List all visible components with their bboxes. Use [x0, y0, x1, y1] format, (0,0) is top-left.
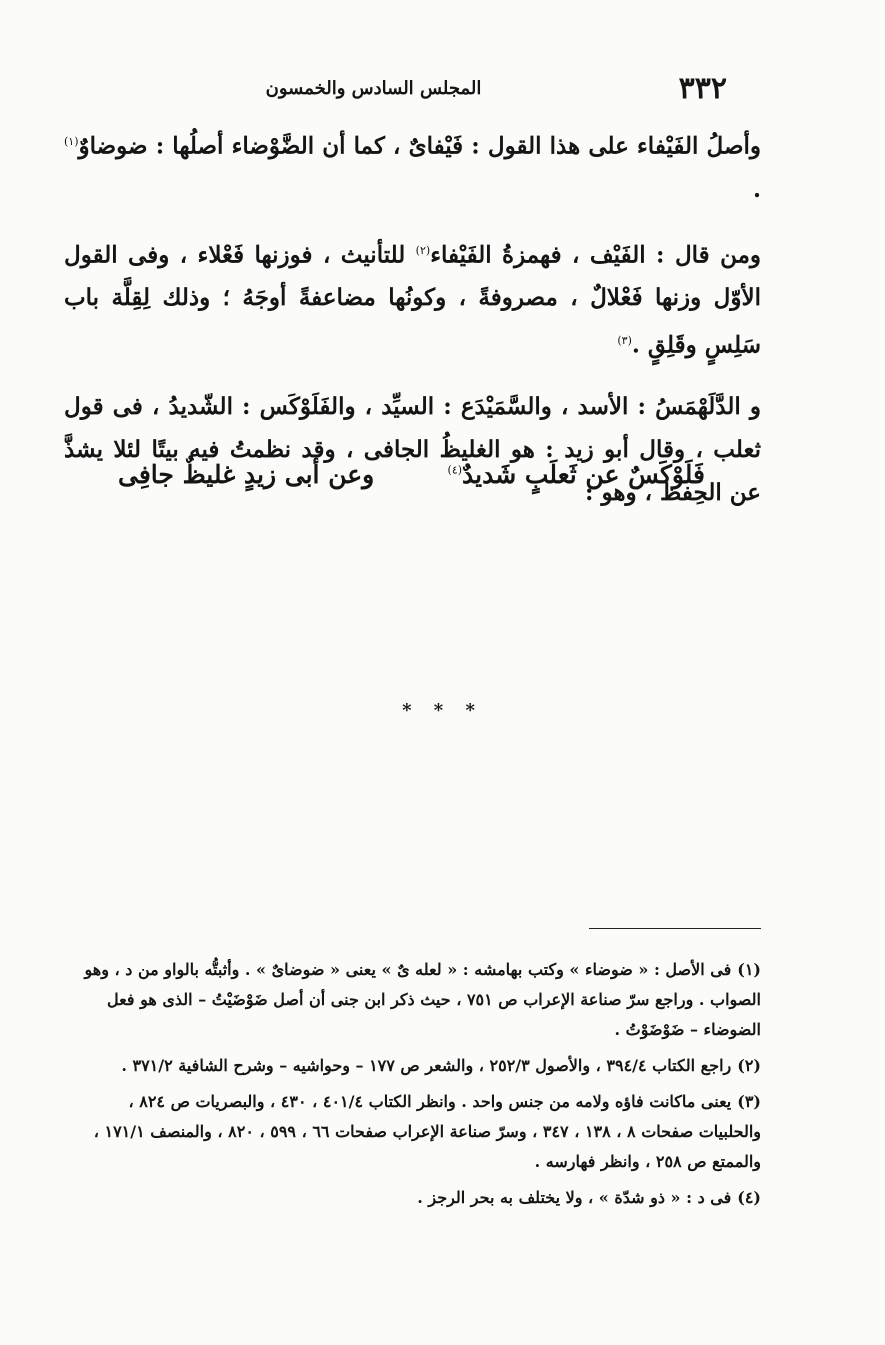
- footnote: [64, 1051, 761, 1081]
- paragraph: [64, 120, 761, 211]
- poem-verse: [118, 460, 705, 500]
- hemistich-text: فَلَوْكَسٌ عن ثَعلَبٍ شَديدٌ: [462, 460, 705, 489]
- footnote-reference: (٣): [617, 334, 632, 348]
- page-header: [90, 72, 727, 112]
- footnote-number: (٤): [737, 1188, 761, 1207]
- footnote-number: (٢): [737, 1056, 761, 1075]
- footnotes: [64, 955, 761, 1219]
- footnote-text: فى د : « ذو شدّة » ، ولا يختلف به بحر الرجز .: [417, 1188, 732, 1207]
- running-title: المجلس السادس والخمسون: [265, 78, 482, 99]
- footnote-text: يعنى ماكانت فاؤه ولامه من جنس واحد . وانظر الكتاب ٤٠١/٤ ، ٤٣٠ ، والبصريات ص ٨٢٤ ، والحلبيات صفحات ٨ ، ١٣٨ ، ٣٤٧ ، وسرّ صناعة الإعراب صفحات ٦٦ ، ٥٩٩ ، ٨٢٠ ، والمنصف ١٧١/١ ، والممتع ص ٢٥٨ ، وانظر فهارسه .: [93, 1092, 761, 1171]
- paragraph-text: و الدَّلَهْمَسُ : الأسد ، والسَّمَيْدَع : السيِّد ، والفَلَوْكَس : الشّديدُ ، فى قول ثعلب ، وقال أبو زيد : هو الغليظُ الجافى ، وقد نظمتُ فيه بيتًا لئلا يشذَّ عن الحِفظ ، وهو :: [64, 392, 761, 506]
- footnote: [64, 1087, 761, 1177]
- footnote-reference: (٤): [447, 463, 463, 477]
- footnote-number: (٣): [737, 1092, 761, 1111]
- footnote-number: (١): [737, 960, 761, 979]
- footnote-reference: (١): [64, 135, 79, 148]
- paragraph-text: .: [752, 175, 761, 203]
- section-separator: * * *: [402, 700, 483, 721]
- footnote-text: راجع الكتاب ٣٩٤/٤ ، والأصول ٢٥٢/٣ ، والشعر ص ١٧٧ – وحواشيه – وشرح الشافية ٣٧١/٢ .: [121, 1056, 732, 1075]
- paragraph-text: وأصلُ الفَيْفاء على هذا القول : فَيْفاىٌ ، كما أن الضَّوْضاء أصلُها : ضوضاوٌ: [78, 132, 761, 160]
- footnote-text: فى الأصل : « ضوضاء » وكتب بهامشه : « لعله ىٌ » يعنى « ضوضاىٌ » . وأثبتُّه بالواو من د ، وهو الصواب . وراجع سرّ صناعة الإعراب ص ٧٥١ ، حيث ذكر ابن جنى أن أصل ضَوْضَيْتُ – الذى هو فعل الضوضاء – ضَوْضَوْتُ .: [84, 960, 761, 1039]
- hemistich-first: [448, 460, 705, 489]
- footnote-divider: [589, 928, 761, 929]
- page-number: ٣٣٢: [678, 71, 727, 106]
- footnote-reference: (٢): [415, 243, 431, 257]
- footnote: [64, 955, 761, 1045]
- paragraph: [64, 229, 761, 367]
- hemistich-second: وعن أبى زيدٍ غليظٌ جافِى: [118, 460, 375, 489]
- paragraph-text: للتأنيث ، فوزنها فَعْلاء ، وفى القول الأوّل وزنها فَعْلالٌ ، مصروفةً ، وكونُها مضاعفةً أوجَهُ ؛ وذلك لِقِلَّة باب سَلِسٍ وقَلِقٍ .: [64, 241, 761, 359]
- paragraph-text: ومن قال : الفَيْف ، فهمزةُ الفَيْفاء: [430, 241, 761, 269]
- footnote: [64, 1183, 761, 1213]
